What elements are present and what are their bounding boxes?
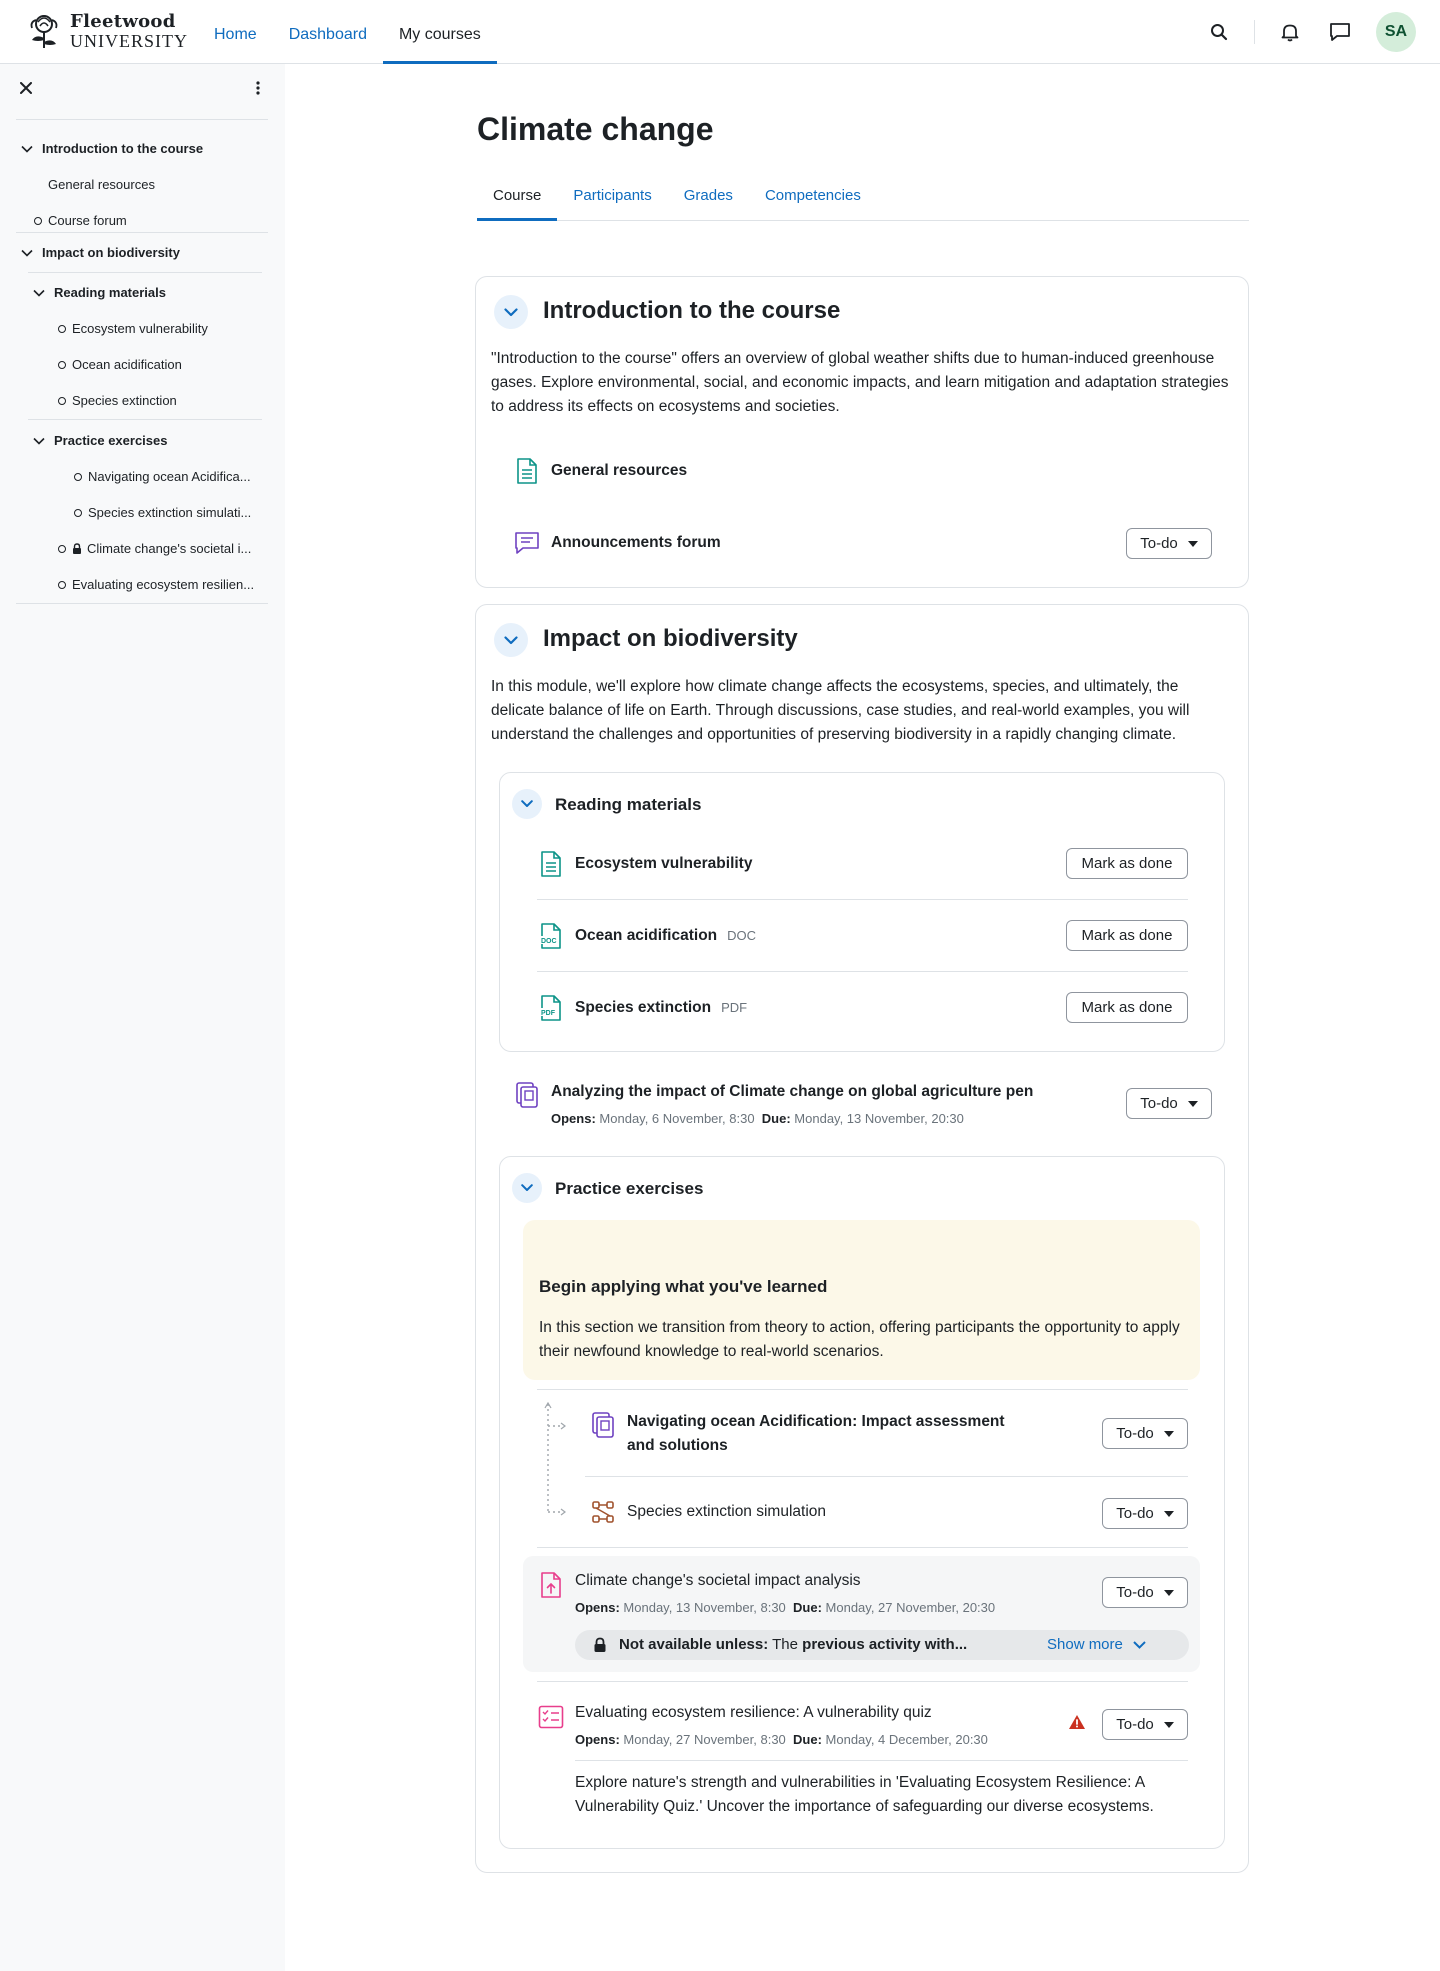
drawer-section-label: Introduction to the course bbox=[42, 141, 204, 156]
chevron-down-icon[interactable] bbox=[512, 789, 542, 819]
restriction-text bbox=[619, 1636, 967, 1653]
show-more-link[interactable] bbox=[1047, 1636, 1146, 1653]
drawer-divider bbox=[16, 232, 268, 233]
upload-assignment-icon bbox=[537, 1571, 565, 1599]
caret-down-icon bbox=[1188, 541, 1198, 547]
todo-dropdown[interactable] bbox=[1126, 528, 1212, 559]
section-summary: "Introduction to the course" offers an overview of global weather shifts due to human-induced greenhouse gases. Explore environmental, social, and economic impacts, and learn mitigation and adaptation strategies to address its effects on ecosystems and societies. bbox=[491, 350, 1229, 415]
opens-date: Monday, 6 November, 8:30 bbox=[599, 1111, 755, 1126]
caret-down-icon bbox=[1188, 1101, 1198, 1107]
svg-text:DOC: DOC bbox=[541, 938, 557, 945]
drawer-item-label: Ocean acidification bbox=[72, 357, 182, 372]
drawer-item-ecosystem[interactable] bbox=[58, 321, 208, 336]
quiz-icon bbox=[537, 1703, 565, 1731]
file-icon bbox=[537, 850, 565, 878]
chevron-down-icon[interactable] bbox=[494, 295, 528, 329]
file-icon bbox=[513, 457, 541, 485]
restriction-condition: previous activity with... bbox=[802, 1636, 968, 1653]
navbar bbox=[0, 0, 1440, 64]
activity-species-extinction[interactable] bbox=[575, 999, 747, 1017]
brand-logo[interactable] bbox=[24, 12, 188, 50]
chevron-down-icon[interactable] bbox=[494, 623, 528, 657]
assignment-icon bbox=[589, 1411, 617, 1439]
drawer-divider bbox=[16, 119, 268, 120]
svg-text:PDF: PDF bbox=[541, 1010, 555, 1017]
completion-circle-icon bbox=[74, 473, 82, 481]
drawer-item-label: Course forum bbox=[48, 213, 127, 228]
search-icon[interactable] bbox=[1205, 18, 1233, 46]
simulation-icon bbox=[589, 1498, 617, 1526]
restriction-label: Not available unless: bbox=[619, 1636, 769, 1653]
chat-icon[interactable] bbox=[1326, 18, 1354, 46]
drawer-item-navigating[interactable] bbox=[74, 469, 251, 484]
brand-subtitle: UNIVERSITY bbox=[70, 30, 188, 51]
drawer-divider bbox=[28, 272, 262, 273]
drawer-section-biodiversity[interactable] bbox=[20, 245, 180, 260]
activity-divider bbox=[537, 1547, 1188, 1548]
rose-logo-icon bbox=[24, 12, 64, 50]
activity-dates bbox=[575, 1600, 995, 1615]
opens-date: Monday, 27 November, 8:30 bbox=[623, 1732, 786, 1747]
drawer-item-label: Species extinction bbox=[72, 393, 177, 408]
drawer-subsection-practice[interactable] bbox=[32, 433, 167, 448]
user-avatar[interactable]: SA bbox=[1376, 12, 1416, 52]
lock-icon bbox=[72, 543, 82, 554]
drawer-item-label: Ecosystem vulnerability bbox=[72, 321, 208, 336]
due-label: Due: bbox=[761, 1111, 791, 1126]
button-label: To-do bbox=[1140, 1095, 1178, 1112]
completion-circle-icon bbox=[34, 217, 42, 225]
due-date: Monday, 27 November, 20:30 bbox=[825, 1600, 996, 1615]
caret-down-icon bbox=[1164, 1431, 1174, 1437]
activity-species-simulation[interactable]: Species extinction simulation bbox=[627, 1503, 827, 1520]
file-type-badge: PDF bbox=[721, 1000, 748, 1015]
drawer-section-label: Practice exercises bbox=[54, 433, 168, 448]
activity-societal-impact[interactable]: Climate change's societal impact analysis bbox=[575, 1572, 861, 1589]
availability-restriction bbox=[575, 1630, 1189, 1660]
completion-circle-icon bbox=[58, 361, 66, 369]
chevron-down-icon bbox=[32, 434, 46, 448]
activity-resilience-quiz[interactable]: Evaluating ecosystem resilience: A vulnerability quiz bbox=[575, 1704, 932, 1721]
nav-my-courses[interactable]: My courses bbox=[383, 0, 497, 64]
brand-name: Fleetwood bbox=[70, 10, 176, 32]
caret-down-icon bbox=[1164, 1590, 1174, 1596]
forum-icon bbox=[513, 529, 541, 557]
course-index-drawer bbox=[0, 64, 285, 1971]
button-label: To-do bbox=[1140, 535, 1178, 552]
subsection-description-callout bbox=[523, 1220, 1200, 1380]
todo-dropdown[interactable] bbox=[1102, 1577, 1188, 1608]
mark-as-done-button[interactable]: Mark as done bbox=[1066, 848, 1188, 879]
activity-label: Ocean acidification bbox=[575, 927, 718, 944]
todo-dropdown[interactable] bbox=[1126, 1088, 1212, 1119]
dependency-connector bbox=[543, 1402, 569, 1516]
activity-agriculture-assignment[interactable]: Analyzing the impact of Climate change on global agriculture pen bbox=[551, 1083, 1034, 1100]
due-date: Monday, 13 November, 20:30 bbox=[794, 1111, 964, 1126]
kebab-icon[interactable] bbox=[248, 78, 268, 98]
activity-divider bbox=[537, 1681, 1188, 1682]
drawer-section-label: Reading materials bbox=[54, 285, 166, 300]
section-title[interactable]: Impact on biodiversity bbox=[543, 625, 798, 652]
page-title: Climate change bbox=[477, 111, 714, 147]
drawer-item-course-forum[interactable] bbox=[34, 213, 127, 228]
activity-dates bbox=[575, 1732, 988, 1747]
subsection-title[interactable]: Reading materials bbox=[555, 795, 702, 814]
drawer-item-ocean[interactable] bbox=[58, 357, 182, 372]
bell-icon[interactable] bbox=[1276, 18, 1304, 46]
activity-description: Explore nature's strength and vulnerabilities in 'Evaluating Ecosystem Resilience: A Vulnerability Quiz.' Uncover the importance of safeguarding our diverse ecosystems. bbox=[575, 1774, 1154, 1815]
chevron-down-icon bbox=[1133, 1641, 1146, 1649]
course-tabs bbox=[477, 178, 1249, 221]
section-summary: In this module, we'll explore how climate change affects the ecosystems, species, and ultimately, the delicate balance of life on Earth. Through discussions, case studies, and real-world examples, you will understand the challenges and opportunities of preserving biodiversity in a rapidly changing climate. bbox=[491, 678, 1190, 743]
file-type-badge: DOC bbox=[727, 928, 757, 943]
completion-circle-icon bbox=[58, 545, 66, 553]
chevron-down-icon bbox=[20, 246, 34, 260]
tab-participants[interactable]: Participants bbox=[573, 187, 652, 204]
opens-date: Monday, 13 November, 8:30 bbox=[623, 1600, 786, 1615]
subsection-title[interactable]: Practice exercises bbox=[555, 1179, 704, 1198]
opens-label: Opens: bbox=[551, 1111, 596, 1126]
drawer-item-label: General resources bbox=[48, 177, 155, 192]
drawer-item-label: Navigating ocean Acidifica... bbox=[88, 469, 251, 484]
todo-dropdown[interactable] bbox=[1102, 1418, 1188, 1449]
doc-file-icon bbox=[537, 922, 565, 950]
activity-divider bbox=[537, 971, 1188, 972]
completion-circle-icon bbox=[58, 397, 66, 405]
completion-circle-icon bbox=[58, 325, 66, 333]
chevron-down-icon[interactable] bbox=[512, 1173, 542, 1203]
lock-icon bbox=[593, 1637, 607, 1653]
button-label: To-do bbox=[1116, 1716, 1154, 1733]
section-title[interactable]: Introduction to the course bbox=[543, 297, 841, 324]
tab-course[interactable]: Course bbox=[477, 178, 557, 221]
callout-text: In this section we transition from theory to action, offering participants the opportunity to apply their newfound knowledge to real-world scenarios. bbox=[539, 1319, 1180, 1360]
drawer-item-label: Climate change's societal i... bbox=[87, 541, 252, 556]
opens-label: Opens: bbox=[575, 1732, 620, 1747]
button-label: To-do bbox=[1116, 1584, 1154, 1601]
nav-dashboard[interactable]: Dashboard bbox=[288, 26, 367, 43]
completion-circle-icon bbox=[58, 581, 66, 589]
drawer-item-societal[interactable] bbox=[58, 541, 251, 556]
mark-as-done-button[interactable]: Mark as done bbox=[1066, 992, 1188, 1023]
activity-label: Species extinction bbox=[575, 999, 712, 1016]
drawer-item-label: Species extinction simulati... bbox=[88, 505, 252, 520]
button-label: To-do bbox=[1116, 1505, 1154, 1522]
show-more-label: Show more bbox=[1047, 1636, 1123, 1653]
activity-divider bbox=[537, 1389, 1188, 1390]
activity-divider bbox=[575, 1760, 1188, 1761]
todo-dropdown[interactable] bbox=[1102, 1709, 1188, 1740]
chevron-down-icon bbox=[32, 286, 46, 300]
drawer-divider bbox=[28, 419, 262, 420]
restriction-detail: The bbox=[772, 1636, 798, 1653]
due-label: Due: bbox=[793, 1600, 822, 1615]
assignment-icon bbox=[513, 1081, 541, 1109]
drawer-item-species[interactable] bbox=[58, 393, 177, 408]
chevron-down-icon bbox=[20, 142, 34, 156]
navbar-divider bbox=[1254, 20, 1255, 44]
caret-down-icon bbox=[1164, 1722, 1174, 1728]
nav-home[interactable]: Home bbox=[214, 26, 257, 43]
warning-icon bbox=[1068, 1714, 1086, 1730]
due-date: Monday, 4 December, 20:30 bbox=[825, 1732, 988, 1747]
tab-competencies[interactable]: Competencies bbox=[764, 187, 861, 204]
caret-down-icon bbox=[1164, 1511, 1174, 1517]
callout-title: Begin applying what you've learned bbox=[539, 1277, 828, 1296]
activity-navigating-ocean[interactable]: Navigating ocean Acidification: Impact assessment and solutions bbox=[627, 1413, 1005, 1454]
activity-general-resources[interactable]: General resources bbox=[551, 462, 688, 479]
drawer-item-simulation[interactable] bbox=[74, 505, 251, 520]
button-label: To-do bbox=[1116, 1425, 1154, 1442]
activity-divider bbox=[585, 1476, 1188, 1477]
todo-dropdown[interactable] bbox=[1102, 1498, 1188, 1529]
drawer-item-label: Evaluating ecosystem resilien... bbox=[72, 577, 255, 592]
drawer-item-quiz[interactable] bbox=[58, 577, 254, 592]
close-icon[interactable] bbox=[16, 78, 36, 98]
drawer-subsection-reading[interactable] bbox=[32, 285, 166, 300]
due-label: Due: bbox=[793, 1732, 822, 1747]
activity-dates bbox=[551, 1111, 964, 1126]
pdf-file-icon bbox=[537, 994, 565, 1022]
activity-label: Ecosystem vulnerability bbox=[575, 855, 753, 872]
activity-divider bbox=[537, 899, 1188, 900]
activity-announcements-forum[interactable]: Announcements forum bbox=[551, 534, 721, 551]
primary-navigation bbox=[198, 0, 497, 64]
drawer-item-general-resources[interactable] bbox=[48, 177, 155, 192]
opens-label: Opens: bbox=[575, 1600, 620, 1615]
drawer-section-label: Impact on biodiversity bbox=[42, 245, 180, 260]
activity-ecosystem-vulnerability[interactable] bbox=[575, 855, 752, 873]
drawer-section-intro[interactable] bbox=[20, 141, 203, 156]
mark-as-done-button[interactable]: Mark as done bbox=[1066, 920, 1188, 951]
completion-circle-icon bbox=[74, 509, 82, 517]
drawer-divider bbox=[16, 603, 268, 604]
activity-ocean-acidification[interactable] bbox=[575, 927, 756, 945]
tab-grades[interactable]: Grades bbox=[683, 187, 733, 204]
